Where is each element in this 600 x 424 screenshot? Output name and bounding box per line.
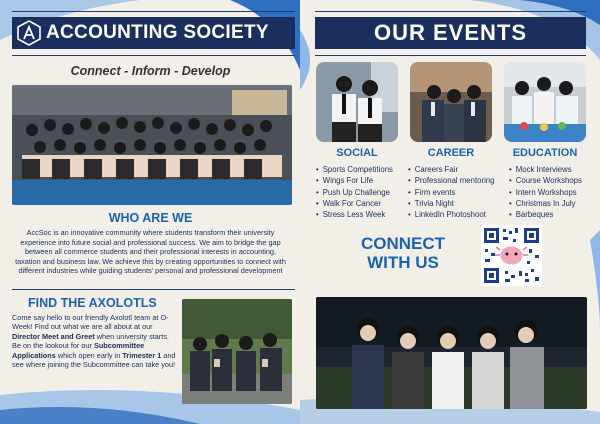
- trimester-label: Trimester 1: [122, 350, 162, 360]
- title-underline-rule: [315, 55, 586, 56]
- tagline: Connect - Inform - Develop: [70, 64, 231, 78]
- subcommittee-applications-label: Subcommittee Applications: [12, 341, 145, 360]
- who-are-we-heading: WHO ARE WE: [108, 211, 193, 225]
- connect-line-1: CONNECT: [360, 234, 446, 253]
- axolotl-a-logo-icon: [16, 20, 42, 46]
- list-item: • Push Up Challenge: [316, 187, 393, 198]
- axo-text-part: which open early in: [55, 350, 123, 360]
- list-item: • Sports Competitions: [316, 164, 393, 175]
- director-meet-greet-label: Director Meet and Greet: [12, 331, 95, 341]
- list-item: • Stress Less Week: [316, 209, 393, 220]
- who-are-we-text: AccSoc is an innovative community where students transform their university experience into future social and professional success. We aim to bridge the gap between all commerce students and their professional interests in accounting, taxation and business law. We achieve this by creating opportunities to connect with different industries while guiding students' personal and professional development: [15, 228, 286, 276]
- list-item: • Careers Fair: [408, 164, 494, 175]
- list-item: • Course Workshops: [509, 175, 582, 186]
- events-title: OUR EVENTS: [373, 20, 528, 45]
- list-item: • Trivia Night: [408, 198, 494, 209]
- list-item: • Professional mentoring: [408, 175, 494, 186]
- section-divider-rule: [12, 289, 295, 290]
- list-item: • Barbeques: [509, 209, 582, 220]
- social-event-photo: [316, 62, 398, 142]
- list-item: • Mock Interviews: [509, 164, 582, 175]
- right-panel: [313, 0, 590, 424]
- society-title-bar: [12, 17, 295, 49]
- top-rule: [12, 11, 295, 12]
- list-item: • LinkedIn Photoshoot: [408, 209, 494, 220]
- connect-with-us-heading: [347, 234, 459, 272]
- top-rule: [315, 11, 586, 12]
- list-item: • Intern Workshops: [509, 187, 582, 198]
- education-events-list: [509, 164, 582, 220]
- list-item: • Firm events: [408, 187, 494, 198]
- events-title-bar: [315, 17, 586, 49]
- axo-text-part: Come say hello to our friendly Axolotl team at O-Week! Find out what we are all about at our: [12, 313, 169, 332]
- members-night-photo: [316, 297, 587, 409]
- career-category-title: CAREER: [427, 147, 475, 159]
- find-the-axolotls-heading: FIND THE AXOLOTLS: [28, 296, 157, 310]
- society-title: ACCOUNTING SOCIETY: [46, 22, 269, 43]
- career-events-list: [408, 164, 494, 220]
- qr-code-icon[interactable]: [481, 225, 542, 286]
- social-category-title: SOCIAL: [336, 147, 378, 159]
- list-item: • Christmas In July: [509, 198, 582, 209]
- education-category-title: EDUCATION: [512, 147, 578, 159]
- list-item: • Wings For Life: [316, 175, 393, 186]
- title-underline-rule: [12, 55, 295, 56]
- axolotl-team-photo: [182, 299, 292, 404]
- social-events-list: [316, 164, 393, 220]
- connect-line-2: WITH US: [367, 253, 439, 272]
- axo-text-part: Be on the lookout for our: [12, 341, 94, 351]
- education-event-photo: [504, 62, 586, 142]
- find-the-axolotls-text: [12, 313, 178, 369]
- career-event-photo: [410, 62, 492, 142]
- axo-text-part: and see where joining the Subcommittee can take you!: [12, 350, 176, 370]
- list-item: • Walk For Cancer: [316, 198, 393, 209]
- group-photo: [12, 85, 292, 205]
- left-panel: [10, 0, 291, 424]
- axo-text-part: when university starts.: [94, 331, 169, 341]
